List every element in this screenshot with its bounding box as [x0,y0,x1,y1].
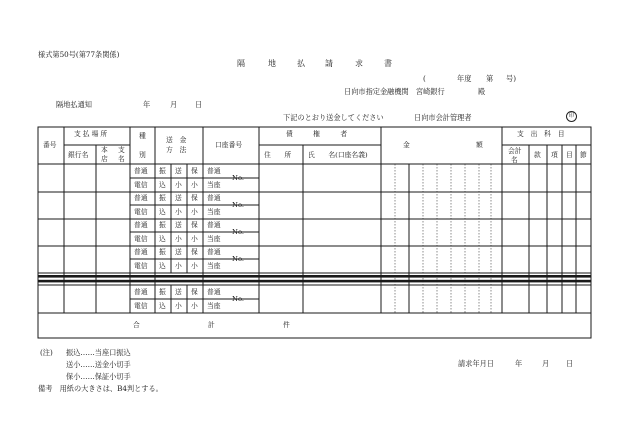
col-branch-header: 名 [118,155,125,163]
col-account-header: 口座番号 [215,141,243,149]
method-sokin: 送 [175,194,182,202]
title-char: 求 [355,59,363,68]
seal-mark: 印 [566,111,577,122]
type-telegraph: 電信 [134,302,148,310]
account-no-label: No. [232,228,245,236]
method-sokin: 小 [175,302,182,310]
col-payplace-header: 支払場所 [74,130,110,138]
title-char: 請 [325,59,333,68]
method-hosho: 保 [191,194,198,202]
method-furikomi: 込 [159,262,166,270]
account-normal: 普通 [207,221,221,229]
col-method-header: 方 法 [166,146,187,154]
method-furikomi: 込 [159,302,166,310]
account-no-label: No. [232,255,245,263]
col-amount-header: 額 [476,141,483,149]
account-current: 当座 [207,235,221,243]
type-telegraph: 電信 [134,262,148,270]
account-normal: 普通 [207,248,221,256]
method-sokin: 小 [175,181,182,189]
request-month-label: 月 [542,359,550,368]
title-char: 隔 [237,59,245,68]
request-year-label: 年 [515,359,523,368]
method-hosho: 保 [191,167,198,175]
col-bank-header: 銀行名 [68,151,89,159]
account-current: 当座 [207,262,221,270]
account-normal: 普通 [207,288,221,296]
account-normal: 普通 [207,194,221,202]
method-sokin: 小 [175,208,182,216]
method-hosho: 小 [191,302,198,310]
method-hosho: 保 [191,288,198,296]
type-normal: 普通 [134,221,148,229]
method-sokin: 小 [175,235,182,243]
col-number-header: 番号 [43,141,57,149]
method-sokin: 小 [175,262,182,270]
col-name-header: 氏 名(口座名義) [308,151,368,159]
fiscal-no-label: 第 [486,74,494,83]
method-furikomi: 込 [159,181,166,189]
method-hosho: 保 [191,221,198,229]
note-item: 振込……当座口振込 [66,348,131,357]
col-amount-header: 金 [403,141,410,149]
col-method-header: 送 金 [166,136,187,144]
col-type-header: 種 [139,132,146,140]
col-type-header: 別 [139,151,146,159]
honorific: 殿 [478,87,486,96]
col-moku-header: 目 [566,151,573,159]
type-normal: 普通 [134,288,148,296]
notice-year-label: 年 [143,100,151,109]
total-count-label: 件 [283,321,290,329]
account-current: 当座 [207,208,221,216]
type-telegraph: 電信 [134,208,148,216]
col-setsu-header: 節 [580,151,587,159]
notes-label: (注) [40,348,53,357]
total-label: 計 [208,321,215,329]
col-creditor-header: 債 権 者 [286,130,348,138]
method-furikomi: 振 [159,221,166,229]
title-char: 書 [384,59,392,68]
account-no-label: No. [232,174,245,182]
method-sokin: 送 [175,167,182,175]
type-normal: 普通 [134,194,148,202]
note-item: 保小……保証小切手 [66,372,131,381]
addressee: 日向市指定金融機関 宮崎銀行 [344,87,445,96]
account-no-label: No. [232,295,245,303]
request-text: 下記のとおり送金してください [283,113,384,122]
title-char: 払 [297,59,305,68]
col-kou-header: 項 [551,151,558,159]
request-day-label: 日 [566,359,574,368]
method-hosho: 小 [191,208,198,216]
fiscal-year-label: 年度 [457,74,472,83]
fiscal-num-label: 号) [506,74,516,83]
notice-day-label: 日 [195,100,203,109]
account-no-label: No. [232,201,245,209]
treasurer-label: 日向市会計管理者 [414,113,472,122]
form-number: 様式第50号(第77条関係) [38,50,120,59]
account-current: 当座 [207,181,221,189]
type-telegraph: 電信 [134,181,148,189]
col-address-header: 住 所 [264,151,292,159]
col-branch-header: 支 [118,146,125,154]
notice-month-label: 月 [170,100,178,109]
year-open-paren: ( [423,74,426,83]
method-furikomi: 込 [159,235,166,243]
type-normal: 普通 [134,167,148,175]
title-char: 地 [268,59,276,68]
type-telegraph: 電信 [134,235,148,243]
col-account-type-header: 会計 [508,147,522,155]
method-hosho: 小 [191,181,198,189]
account-current: 当座 [207,302,221,310]
method-hosho: 保 [191,248,198,256]
col-branch-header: 本 [101,146,108,154]
method-sokin: 送 [175,248,182,256]
account-normal: 普通 [207,167,221,175]
col-kan-header: 款 [534,151,541,159]
method-sokin: 送 [175,221,182,229]
method-hosho: 小 [191,262,198,270]
method-sokin: 送 [175,288,182,296]
method-furikomi: 振 [159,167,166,175]
method-furikomi: 振 [159,194,166,202]
type-normal: 普通 [134,248,148,256]
remark-text: 備考 用紙の大きさは、B4判とする。 [38,384,163,393]
method-hosho: 小 [191,235,198,243]
note-item: 送小……送金小切手 [66,360,131,369]
method-furikomi: 込 [159,208,166,216]
col-branch-header: 店 [101,155,108,163]
col-account-type-header: 名 [511,156,518,164]
notice-label: 隔地払通知 [56,100,92,109]
col-budget-header: 支 出 科 目 [517,130,565,138]
method-furikomi: 振 [159,248,166,256]
request-date-label: 請求年月日 [458,359,494,368]
total-label: 合 [133,321,140,329]
method-furikomi: 振 [159,288,166,296]
